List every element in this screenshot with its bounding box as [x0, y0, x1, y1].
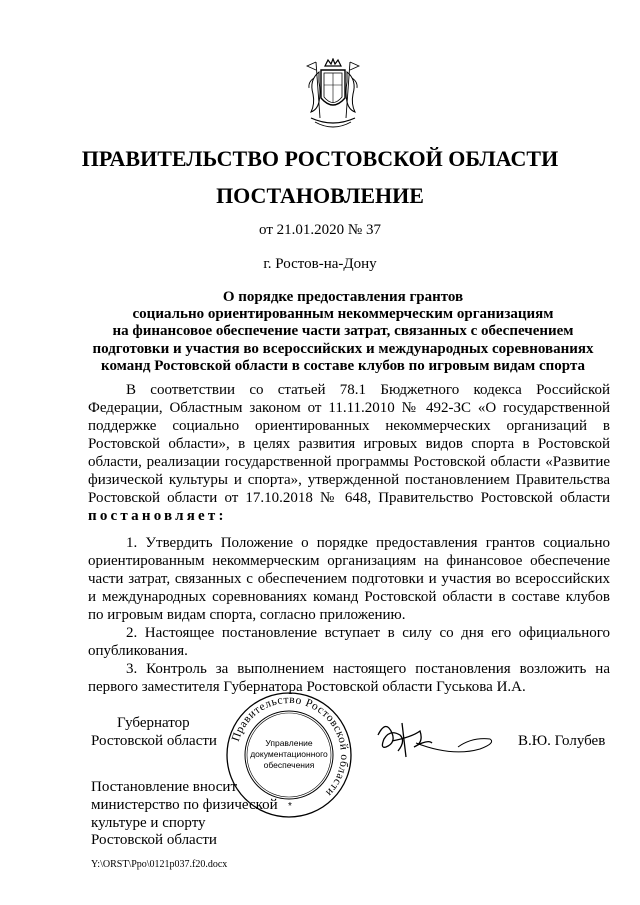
stamp-inner-line: документационного [250, 749, 328, 759]
stamp-inner-line: Управление [265, 738, 313, 748]
introduced-by-block [91, 779, 278, 850]
document-type-title: ПОСТАНОВЛЕНИЕ [216, 183, 424, 208]
document-city: г. Ростов-на-Дону [263, 256, 377, 272]
subject-line: социально ориентированным некоммерческим организациям [132, 306, 554, 323]
handwritten-signature [372, 713, 500, 769]
coat-of-arms-emblem [303, 58, 363, 134]
stamp-ring-text: Правительство Ростовской области [229, 693, 351, 799]
document-subject [88, 289, 598, 375]
subject-line: на финансовое обеспечение части затрат, связанных с обеспечением [112, 323, 574, 340]
resolves-word: постановляет: [88, 508, 227, 524]
subject-line: команд Ростовской области в составе клубов по игровым видам спорта [101, 357, 585, 374]
file-path-footer: Y:\ORST\Ppo\0121p037.f20.docx [91, 859, 228, 870]
resolution-item: 1. Утвердить Положение о порядке предоставления грантов социально ориентированным некоммерческим организациям на финансовое обеспечение части затрат, связанных с обеспечением подготовки и участия во всероссийских и международных соревнованиях команд Ростовской области в составе клубов по игровым видам спорта, согласно приложению. [88, 535, 610, 623]
resolution-item: 2. Настоящее постановление вступает в силу со дня его официального опубликования. [88, 625, 610, 659]
signatory-title: Губернатор [117, 715, 190, 731]
signer-name: В.Ю. Голубев [518, 733, 606, 749]
resolution-item: 3. Контроль за выполнением настоящего постановления возложить на первого заместителя Губернатора Ростовской области Гуськова И.А. [88, 661, 610, 695]
introduced-by-line: культуре и спорту [91, 814, 206, 831]
signatory-region: Ростовской области [91, 733, 217, 749]
document-date-number: от 21.01.2020 № 37 [259, 222, 381, 238]
introduced-by-line: Постановление вносит [91, 779, 238, 795]
organization-title: ПРАВИТЕЛЬСТВО РОСТОВСКОЙ ОБЛАСТИ [81, 146, 559, 171]
preamble-text: В соответствии со статьей 78.1 Бюджетного кодекса Российской Федерации, Областным законом от 11.11.2010 № 492-ЗС «О государственной поддержке социально ориентированных некоммерческих организаций в Ростовской области», в целях развития игровых видов спорта в Ростовской области, реализации государственной программы Ростовской области «Развитие физической культуры и спорта», утвержденной постановлением Правительства Ростовской области от 17.10.2018 № 648, Правительство Ростовской области [88, 382, 610, 506]
subject-line: подготовки и участия во всероссийских и международных соревнованиях [92, 340, 594, 357]
resolution-items [88, 534, 610, 696]
introduced-by-line: Ростовской области [91, 832, 217, 849]
stamp-inner-line: обеспечения [263, 760, 315, 770]
svg-text:*: * [288, 801, 292, 812]
subject-line: О порядке предоставления грантов [222, 289, 464, 305]
introduced-by-line: министерство по физической [91, 796, 278, 813]
preamble-paragraph [88, 381, 610, 525]
